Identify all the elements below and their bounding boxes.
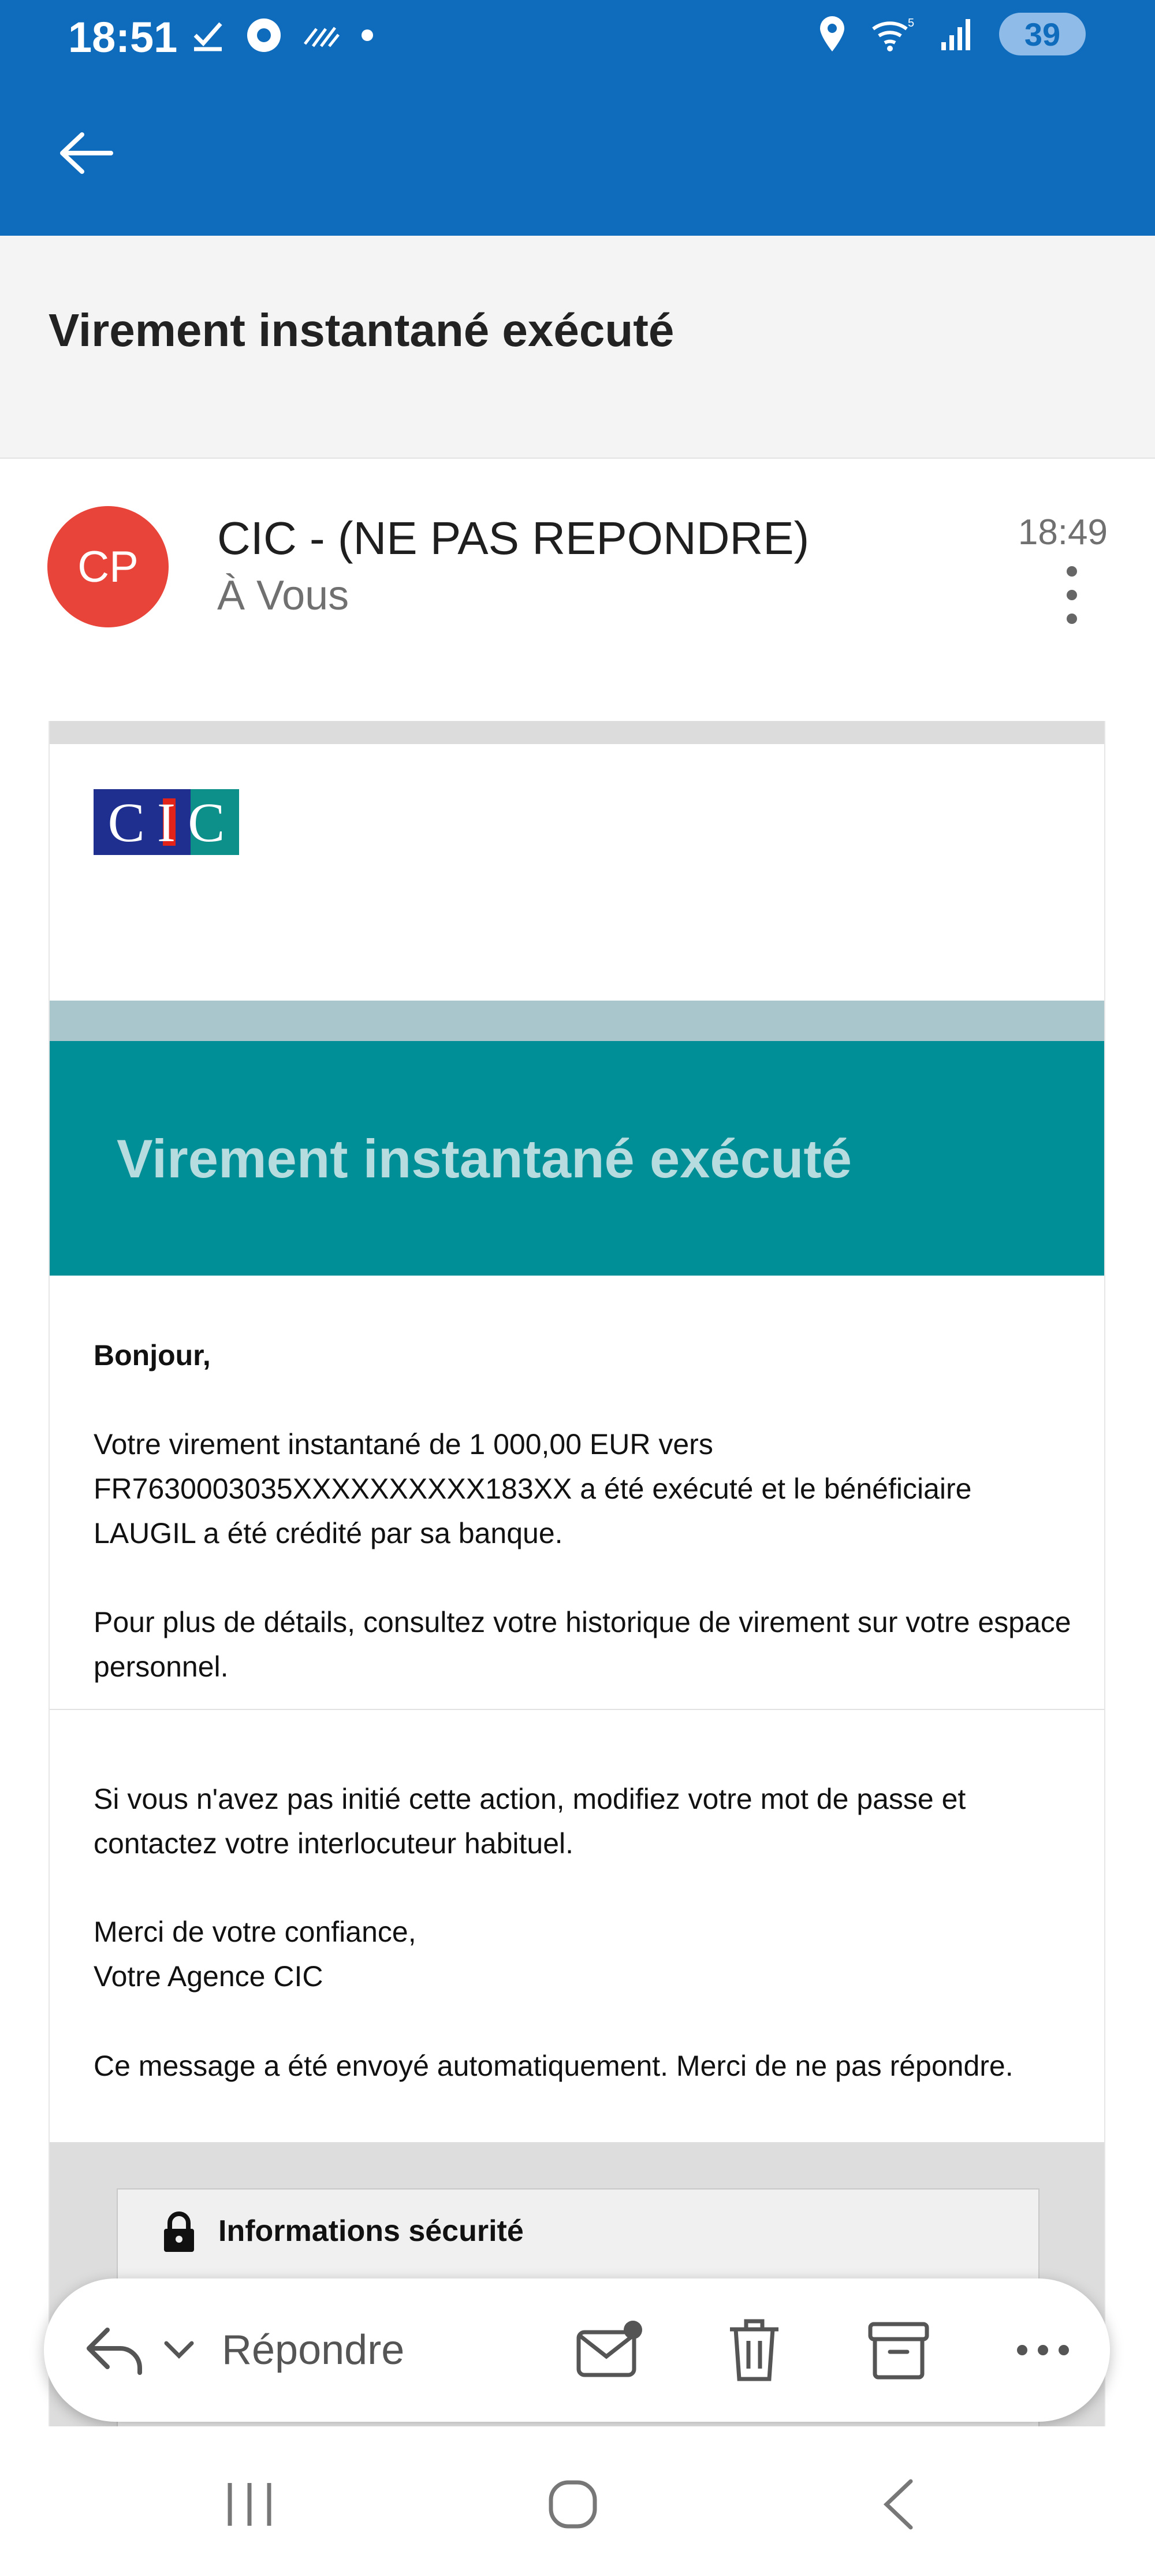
chevron-down-icon[interactable] [163,2339,195,2362]
cic-logo: C I C [94,789,239,855]
status-time: 18:51 [68,13,178,61]
auto-notice: Ce message a été envoyé automatiquement. Merci de ne pas répondre. [94,2050,1014,2082]
more-vert-dot [1067,590,1077,600]
reply-toolbar [44,2278,1110,2422]
signal-waves-icon [303,21,341,50]
status-icons-right [818,13,1086,55]
reply-icon [84,2324,148,2376]
system-nav-bar [0,2426,1155,2576]
email-subject: Virement instantané exécuté [49,304,675,356]
transfer-paragraph: Votre virement instantané de 1 000,00 EUR vers FR7630003035XXXXXXXXXX183XX a été exécuté et le bénéficiaire LAUGIL a été crédité par sa banque. [94,1428,972,1549]
mark-unread-button[interactable] [569,2310,650,2391]
greeting: Bonjour, [94,1339,211,1371]
security-title: Informations sécurité [218,2214,524,2248]
back-button[interactable] [51,121,120,185]
arrow-left-icon [57,130,114,176]
home-icon [544,2475,602,2533]
recents-icon [221,2478,278,2530]
recent-apps-button[interactable] [203,2467,296,2542]
recipient-label[interactable]: À Vous [217,573,349,619]
more-actions-button[interactable] [1003,2310,1083,2391]
details-paragraph: Pour plus de détails, consultez votre historique de virement sur votre espace personnel. [94,1606,1071,1683]
more-vert-dot [1067,614,1077,624]
mail-unread-icon [575,2318,644,2382]
reply-label: Répondre [222,2327,405,2373]
banner-top-band [50,1001,1104,1041]
avatar-initials: CP [77,542,139,592]
closing-signature: Votre Agence CIC [94,1960,323,1993]
cell-signal-icon [939,17,976,51]
divider [50,1709,1104,1710]
more-horizontal-icon [1014,2341,1072,2359]
system-back-button[interactable] [851,2467,944,2542]
trash-icon [725,2315,783,2385]
wifi-icon [870,16,916,52]
home-button[interactable] [527,2467,619,2542]
email-time: 18:49 [1018,512,1108,552]
email-top-border [50,721,1104,744]
battery-icon [999,13,1086,55]
chevron-left-icon [877,2475,918,2533]
subject-area [0,236,1155,459]
reply-button[interactable] [84,2310,404,2391]
closing-thanks: Merci de votre confiance, [94,1916,416,1948]
location-icon [818,16,847,53]
banner [50,1041,1104,1276]
check-icon [191,18,225,53]
app-bar [0,0,1155,236]
email-body [49,721,1105,2454]
dot-icon [360,28,374,42]
security-warning-paragraph: Si vous n'avez pas initié cette action, modifiez votre mot de passe et contactez votre interlocuteur habituel. [94,1783,966,1860]
svg-text:5: 5 [908,17,915,29]
archive-button[interactable] [858,2310,939,2391]
banner-title: Virement instantané exécuté [117,1128,852,1189]
app-icon [245,16,283,54]
more-vert-dot [1067,566,1077,577]
lock-icon [161,2210,198,2254]
status-icons-left [191,16,374,54]
battery-level: 39 [1024,16,1061,53]
avatar[interactable] [47,506,169,627]
archive-icon [867,2318,930,2382]
more-options-button[interactable] [1060,566,1083,624]
delete-button[interactable] [714,2310,795,2391]
sender-name[interactable]: CIC - (NE PAS REPONDRE) [217,512,810,564]
